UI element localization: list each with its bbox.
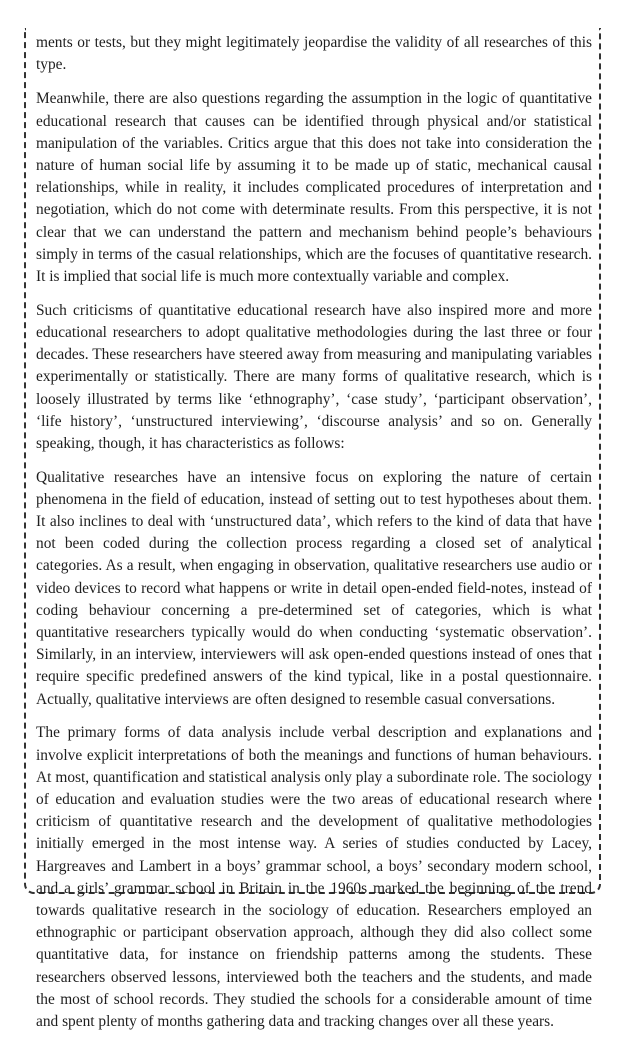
paragraph-qualitative-shift: Such criticisms of quantitative educational research have also inspired more and more educational researchers to adopt qualitative methodologies during the last three or four decades. These researchers have steered away from measuring and manipulating variables experimentally or statistically. There are many forms of qualitative research, which is loosely illustrated by terms like ‘ethnography’, ‘case study’, ‘participant observation’, ‘life history’, ‘unstructured interviewing’, ‘discourse analysis’ and so on. Generally speaking, though, it has characteristics as follows: bbox=[36, 301, 592, 452]
paragraph-data-analysis: The primary forms of data analysis include verbal description and explanations and involve explicit interpretations of both the meanings and functions of human behaviours. At most, quantification and statistical analysis only play a subordinate role. The sociology of education and evaluation studies were the two areas of educational research where criticism of quantitative research and the development of qualitative methodologies initially emerged in the most intense way. A series of studies conducted by Lacey, Hargreaves and Lambert in a boys’ grammar school, a boys’ secondary modern school, and a girls’ grammar school in Britain in the 1960s marked the beginning of the trend towards qualitative research in the sociology of education. Researchers employed an ethnographic or participant observation approach, although they did also collect some quantitative data, for instance on friendship patterns among the students. These researchers observed lessons, interviewed both the teachers and the students, and made the most of school records. They studied the schools for a considerable amount of time and spent plenty of months gathering data and tracking changes over all these years. bbox=[36, 724, 592, 1031]
paragraph-qualitative-characteristics: Qualitative researches have an intensive focus on exploring the nature of certain phenomena in the field of education, instead of setting out to test hypotheses about them. It also inclines to deal with ‘unstructured data’, which refers to the kind of data that have not been coded during the collection process regarding a closed set of analytical categories. As a result, when engaging in observation, qualitative researchers use audio or video devices to record what happens or write in detail open-ended field-notes, instead of coding behaviour concerning a pre-determined set of categories, which is what quantitative researchers typically would do when conducting ‘systematic observation’. Similarly, in an interview, interviewers will ask open-ended questions instead of ones that require specific predefined answers of the kind typical, like in a postal questionnaire. Actually, qualitative interviews are often designed to resemble casual conversations. bbox=[36, 468, 592, 708]
document-body bbox=[36, 32, 592, 1045]
paragraph-continued: ments or tests, but they might legitimately jeopardise the validity of all researches of this type. bbox=[36, 34, 592, 74]
paragraph-assumption-critique: Meanwhile, there are also questions regarding the assumption in the logic of quantitative educational research that causes can be identified through physical and/or statistical manipulation of the variables. Critics argue that this does not take into consideration the nature of human social life by assuming it to be made up of static, mechanical causal relationships, while in reality, it includes complicated procedures of interpretation and negotiation, which do not come with determinate results. From this perspective, it is not clear that we can understand the pattern and mechanism behind people’s behaviours simply in terms of the casual relationships, which are the focuses of quantitative research. It is implied that social life is much more contextually variable and complex. bbox=[36, 90, 592, 286]
